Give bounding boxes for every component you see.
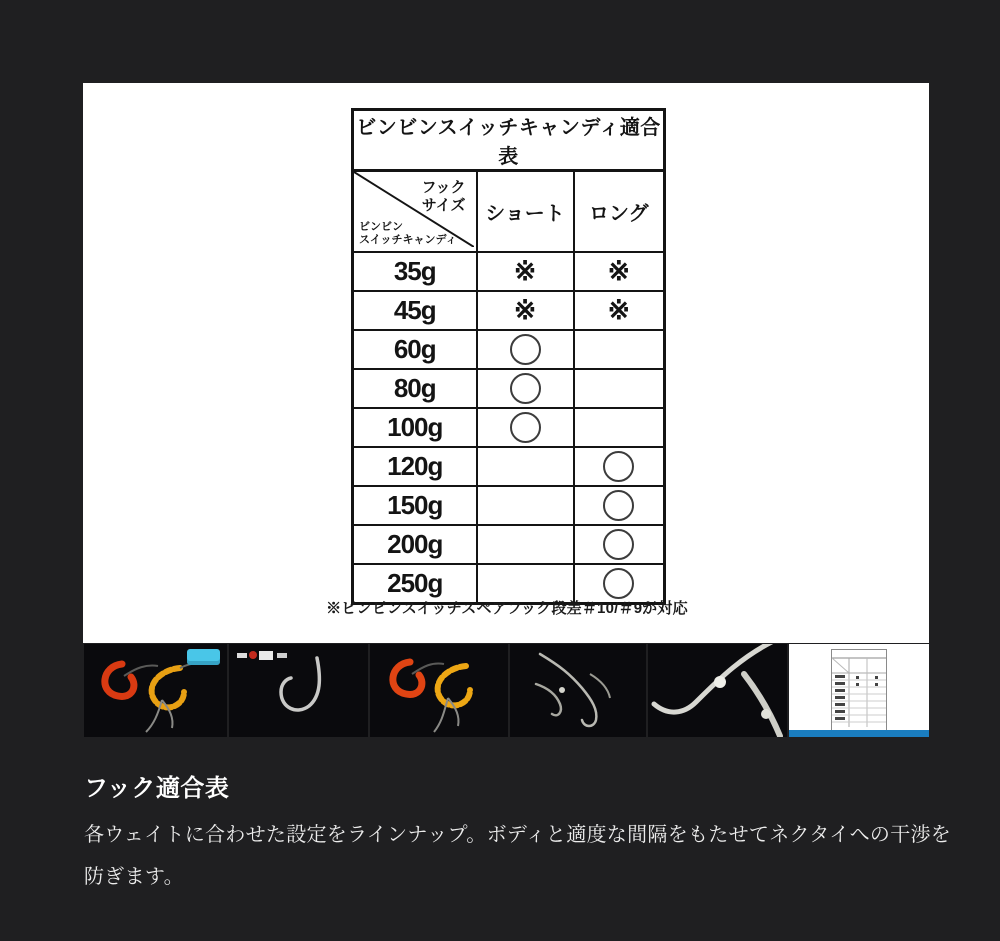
compat-row	[353, 369, 665, 408]
compatibility-table	[351, 108, 666, 605]
section-body-text: 各ウェイトに合わせた設定をラインナップ。ボディと適度な間隔をもたせてネクタイへの干渉を防ぎます。	[84, 824, 952, 888]
mark-cell	[477, 525, 574, 564]
weight-label: 250g	[353, 564, 477, 603]
brand-logo-icon	[237, 649, 289, 663]
mark-cell	[574, 486, 665, 525]
column-header-short: ショート	[477, 171, 574, 253]
main-product-image	[83, 83, 929, 643]
mark-cell	[574, 291, 665, 330]
kome-mark: ※	[513, 295, 537, 325]
weight-label: 150g	[353, 486, 477, 525]
mark-cell	[477, 291, 574, 330]
mark-cell	[477, 486, 574, 525]
hook-closeup-photo	[648, 644, 787, 737]
table-header-row	[353, 171, 665, 253]
mark-cell	[477, 252, 574, 291]
circle-mark	[603, 568, 634, 599]
gallery-thumbnail-6-selected[interactable]	[789, 644, 929, 737]
compat-row	[353, 291, 665, 330]
circle-mark	[510, 334, 541, 365]
table-title: ビンビンスイッチキャンディ適合表	[353, 110, 665, 171]
diagonal-corner-cell	[353, 171, 477, 253]
silver-hooks-photo	[510, 644, 646, 737]
mark-cell	[574, 525, 665, 564]
compat-row	[353, 330, 665, 369]
selected-thumbnail-indicator	[789, 730, 929, 737]
section-heading: フック適合表	[84, 775, 230, 802]
compat-row	[353, 252, 665, 291]
table-title-row	[353, 110, 665, 171]
weight-label: 45g	[353, 291, 477, 330]
mark-cell	[574, 447, 665, 486]
kome-mark: ※	[513, 256, 537, 286]
red-orange-hooks-photo	[370, 644, 508, 737]
circle-mark	[510, 412, 541, 443]
mark-cell	[574, 252, 665, 291]
mark-cell	[477, 408, 574, 447]
circle-mark	[510, 373, 541, 404]
compat-row	[353, 525, 665, 564]
weight-label: 80g	[353, 369, 477, 408]
candy-color-badge-icon	[187, 649, 220, 665]
weight-label: 200g	[353, 525, 477, 564]
column-header-long: ロング	[574, 171, 665, 253]
gallery-thumbnail-5[interactable]	[648, 644, 787, 737]
circle-mark	[603, 451, 634, 482]
compat-row	[353, 408, 665, 447]
compat-row	[353, 486, 665, 525]
weight-label: 60g	[353, 330, 477, 369]
kome-mark: ※	[607, 256, 631, 286]
compat-table-body	[353, 252, 665, 603]
circle-mark	[603, 490, 634, 521]
mark-cell	[574, 408, 665, 447]
compat-row	[353, 447, 665, 486]
mini-table-icon	[831, 649, 887, 731]
mark-cell	[574, 330, 665, 369]
gallery-thumbnail-4[interactable]	[510, 644, 646, 737]
corner-top-label: フック サイズ	[421, 179, 466, 214]
gallery-thumbnail-2[interactable]	[229, 644, 368, 737]
gallery-thumbnail-1[interactable]	[84, 644, 227, 737]
mark-cell	[574, 369, 665, 408]
weight-label: 100g	[353, 408, 477, 447]
mark-cell	[477, 447, 574, 486]
table-footnote: ※ビンビンスイッチスペアフック段差＃10/＃9が対応	[326, 600, 688, 617]
circle-mark	[603, 529, 634, 560]
weight-label: 120g	[353, 447, 477, 486]
corner-bottom-label: ビンビン スイッチキャンディ	[359, 221, 457, 246]
weight-label: 35g	[353, 252, 477, 291]
mark-cell	[477, 369, 574, 408]
mark-cell	[477, 330, 574, 369]
gallery-thumbnail-3[interactable]	[370, 644, 508, 737]
kome-mark: ※	[607, 295, 631, 325]
